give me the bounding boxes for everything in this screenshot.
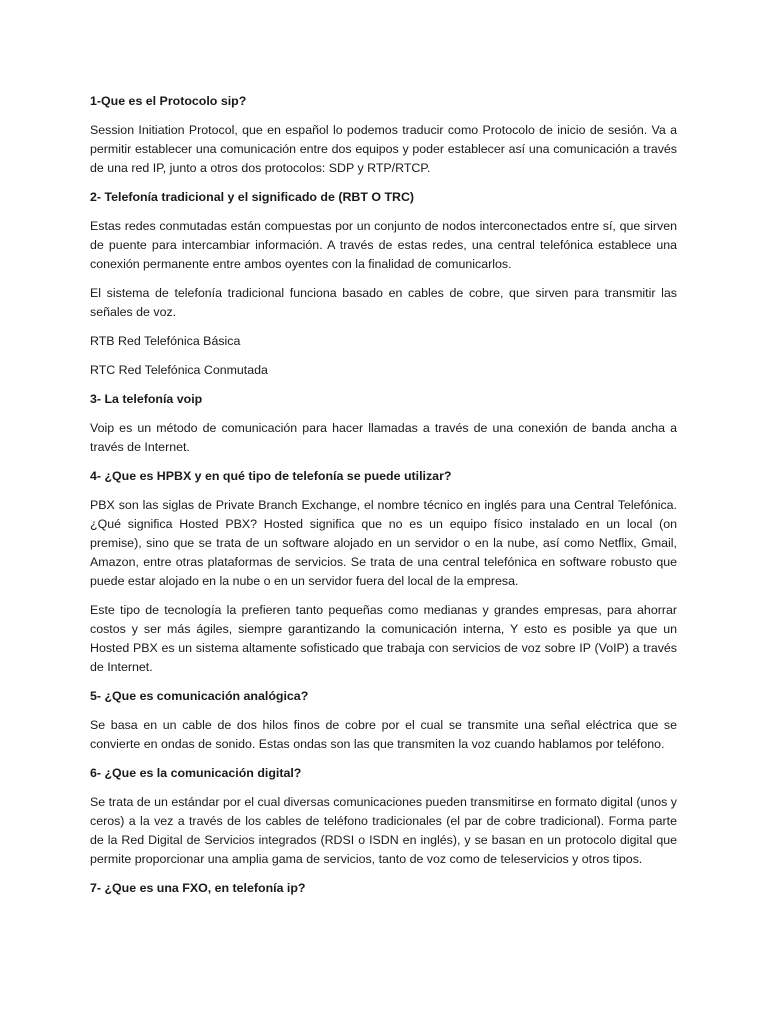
rtb-definition: RTB Red Telefónica Básica — [90, 334, 241, 348]
answer-5-paragraph: Se basa en un cable de dos hilos finos de cobre por el cual se transmite una señal eléctrica que se convierte en ondas de sonido. Estas ondas son las que transmiten la voz cuando hablamos por teléfono. — [90, 718, 677, 751]
question-4-heading: 4- ¿Que es HPBX y en qué tipo de telefonía se puede utilizar? — [90, 469, 452, 483]
answer-1-paragraph: Session Initiation Protocol, que en español lo podemos traducir como Protocolo de inicio de sesión. Va a permitir establecer una comunicación entre dos equipos y poder establecer así una comunicación a través de una red IP, junto a otros dos protocolos: SDP y RTP/RTCP. — [90, 123, 677, 175]
question-2-heading: 2- Telefonía tradicional y el significado de (RBT O TRC) — [90, 190, 415, 204]
answer-3-paragraph: Voip es un método de comunicación para hacer llamadas a través de una conexión de banda ancha a través de Internet. — [90, 421, 677, 454]
answer-2-paragraph-2: El sistema de telefonía tradicional funciona basado en cables de cobre, que sirven para transmitir las señales de voz. — [90, 286, 677, 319]
question-3-heading: 3- La telefonía voip — [90, 392, 203, 406]
answer-6-paragraph: Se trata de un estándar por el cual diversas comunicaciones pueden transmitirse en formato digital (unos y ceros) a la vez a través de los cables de teléfono tradicionales (el par de cobre tradicional). Forma parte de la Red Digital de Servicios integrados (RDSI o ISDN en inglés), y se basan en un protocolo digital que permite proporcionar una amplia gama de servicios, tanto de voz como de teleservicios y otros tipos. — [90, 795, 677, 866]
question-7-heading: 7- ¿Que es una FXO, en telefonía ip? — [90, 881, 306, 895]
answer-4-paragraph-1: PBX son las siglas de Private Branch Exchange, el nombre técnico en inglés para una Central Telefónica. ¿Qué significa Hosted PBX? Hosted significa que no es un equipo físico instalado en un local (on premise), sino que se trata de un software alojado en un servidor o en la nube, así como Netflix, Gmail, Amazon, entre otras plataformas de servicios. Se trata de una central telefónica en software robusto que puede estar alojado en la nube o en un servidor fuera del local de la empresa. — [90, 498, 677, 588]
question-6-heading: 6- ¿Que es la comunicación digital? — [90, 766, 302, 780]
answer-2-paragraph-1: Estas redes conmutadas están compuestas por un conjunto de nodos interconectados entre sí, que sirven de puente para intercambiar información. A través de estas redes, una central telefónica establece una conexión permanente entre ambos oyentes con la finalidad de comunicarlos. — [90, 219, 677, 271]
question-5-heading: 5- ¿Que es comunicación analógica? — [90, 689, 309, 703]
answer-4-paragraph-2: Este tipo de tecnología la prefieren tanto pequeñas como medianas y grandes empresas, para ahorrar costos y ser más ágiles, siempre garantizando la comunicación interna, Y esto es posible ya que un Hosted PBX es un sistema altamente sofisticado que trabaja con servicios de voz sobre IP (VoIP) a través de Internet. — [90, 603, 677, 674]
rtc-definition: RTC Red Telefónica Conmutada — [90, 363, 268, 377]
question-1-heading: 1-Que es el Protocolo sip? — [90, 94, 247, 108]
